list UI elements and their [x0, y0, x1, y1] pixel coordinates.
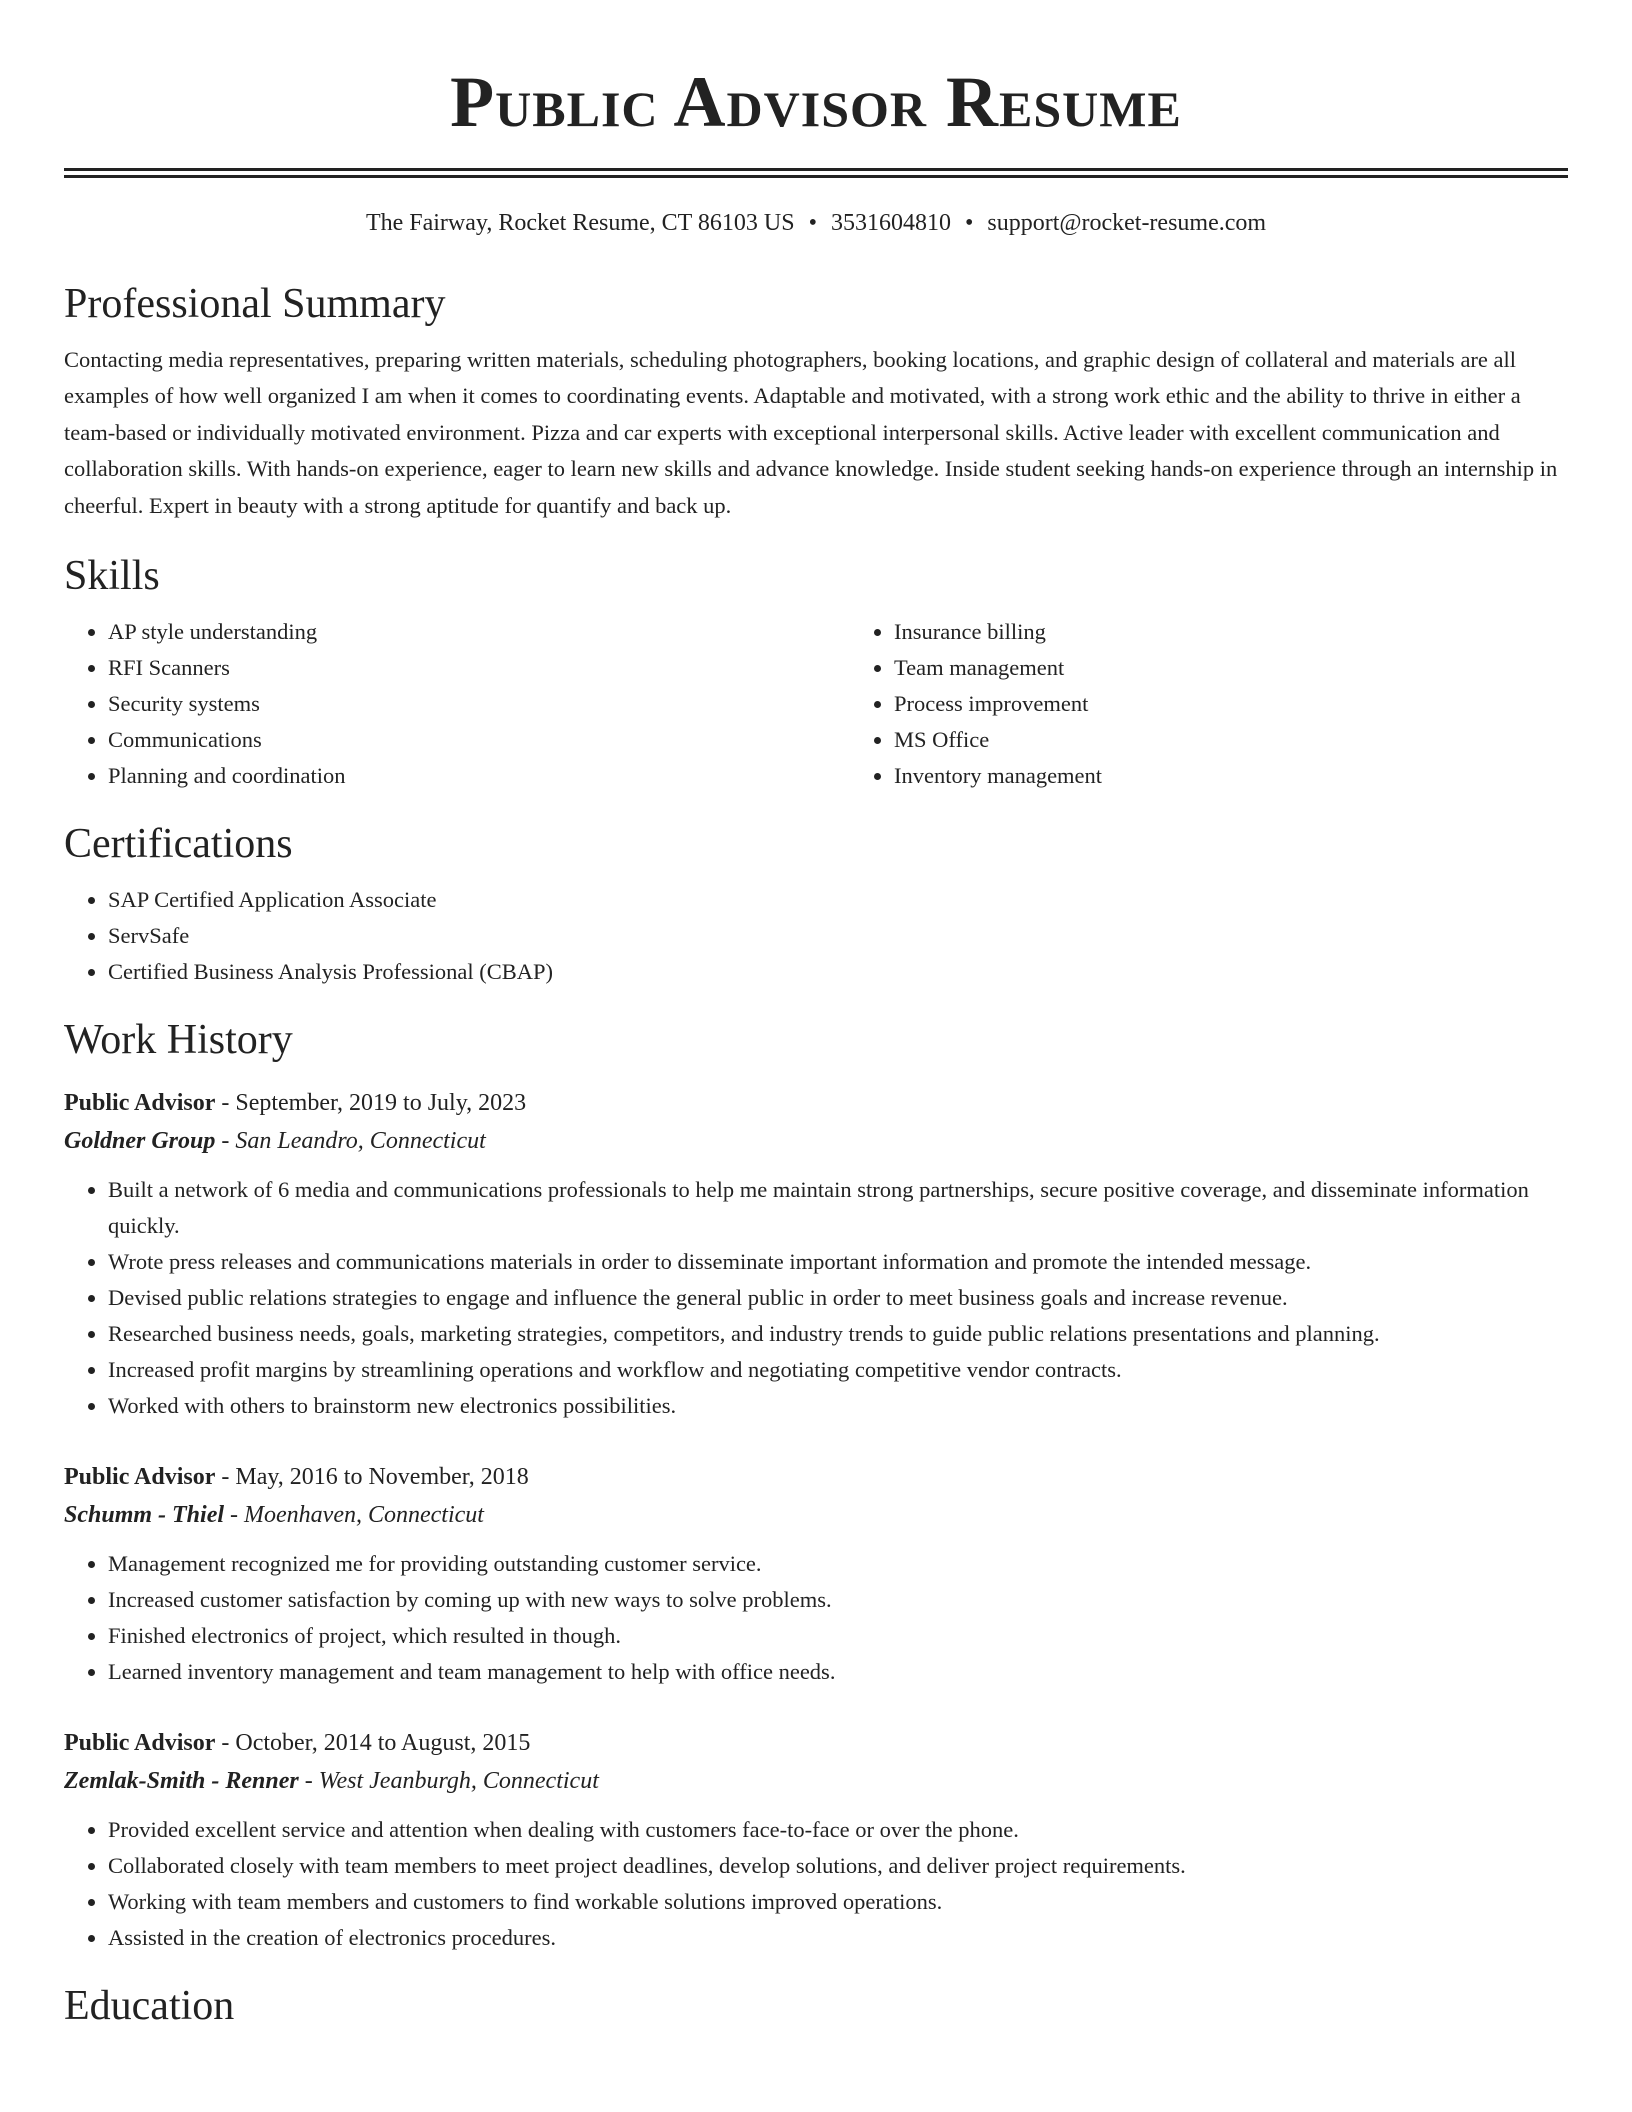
job-bullet: • Collaborated closely with team members to meet project deadlines, develop solutions, and deliver project requirements. [108, 1848, 1568, 1884]
job-dates: May, 2016 to November, 2018 [235, 1464, 529, 1491]
job-title: Public Advisor [64, 1730, 216, 1757]
certifications-heading: Certifications [64, 821, 293, 868]
job-bullets [64, 1812, 1568, 1956]
job-bullet: • Built a network of 6 media and communications professionals to help me maintain strong partnerships, secure positive coverage, and disseminate information quickly. [108, 1172, 1568, 1244]
skill-item: • Insurance billing [894, 614, 1568, 650]
page-title: Public Advisor Resume [450, 62, 1182, 142]
certification-item: • ServSafe [108, 918, 1568, 954]
job-title: Public Advisor [64, 1464, 216, 1491]
job-entry [64, 1458, 1568, 1690]
contact-line [64, 208, 1568, 238]
work-history-heading: Work History [64, 1017, 293, 1064]
skill-item: • MS Office [894, 722, 1568, 758]
job-bullet: • Assisted in the creation of electronics procedures. [108, 1920, 1568, 1956]
job-company-line [64, 1496, 1568, 1534]
job-title: Public Advisor [64, 1090, 216, 1117]
skill-item: • Team management [894, 650, 1568, 686]
skills-columns [64, 614, 1568, 794]
skill-item: • Communications [108, 722, 850, 758]
job-dash: - [230, 1502, 239, 1529]
contact-separator: • [808, 210, 817, 236]
contact-separator: • [964, 210, 974, 236]
job-bullet: • Worked with others to brainstorm new electronics possibilities. [108, 1388, 1568, 1424]
job-company: Goldner Group [64, 1128, 216, 1155]
job-bullet: • Working with team members and customers to find workable solutions improved operations. [108, 1884, 1568, 1920]
job-dash: - [221, 1730, 230, 1757]
job-entry [64, 1724, 1568, 1956]
job-dates: October, 2014 to August, 2015 [235, 1730, 531, 1757]
skill-item: • RFI Scanners [108, 650, 850, 686]
job-location: San Leandro, Connecticut [235, 1128, 486, 1155]
job-location: West Jeanburgh, Connecticut [318, 1768, 599, 1795]
skill-item: • Inventory management [894, 758, 1568, 794]
skills-list-left [64, 614, 850, 794]
job-bullet: • Researched business needs, goals, marketing strategies, competitors, and industry trends to guide public relations presentations and planning. [108, 1316, 1568, 1352]
skills-heading: Skills [64, 553, 160, 600]
job-bullets [64, 1172, 1568, 1424]
skills-section [64, 550, 1568, 794]
contact-phone: 3531604810 [830, 210, 951, 236]
job-header [64, 1458, 1568, 1496]
skill-item: • Process improvement [894, 686, 1568, 722]
job-dash: - [221, 1464, 230, 1491]
job-dates: September, 2019 to July, 2023 [235, 1090, 527, 1117]
skill-item: • Planning and coordination [108, 758, 850, 794]
job-bullet: • Learned inventory management and team management to help with office needs. [108, 1654, 1568, 1690]
summary-section [64, 278, 1568, 524]
contact-email: support@rocket-resume.com [987, 210, 1267, 236]
certifications-section [64, 818, 1568, 990]
job-bullet: • Management recognized me for providing outstanding customer service. [108, 1546, 1568, 1582]
job-header [64, 1724, 1568, 1762]
certifications-list [64, 882, 1568, 990]
job-bullet: • Increased customer satisfaction by coming up with new ways to solve problems. [108, 1582, 1568, 1618]
education-section [64, 1980, 1568, 2032]
job-entry [64, 1084, 1568, 1424]
title-divider [64, 168, 1568, 178]
job-bullet: • Wrote press releases and communications materials in order to disseminate important information and promote the intended message. [108, 1244, 1568, 1280]
job-company-line [64, 1122, 1568, 1160]
job-bullets [64, 1546, 1568, 1690]
job-company: Schumm - Thiel [64, 1502, 225, 1529]
skill-item: • Security systems [108, 686, 850, 722]
job-bullet: • Increased profit margins by streamlining operations and workflow and negotiating competitive vendor contracts. [108, 1352, 1568, 1388]
job-dash: - [221, 1090, 230, 1117]
job-dash: - [221, 1128, 230, 1155]
certification-item: • Certified Business Analysis Professional (CBAP) [108, 954, 1568, 990]
job-bullet: • Finished electronics of project, which resulted in though. [108, 1618, 1568, 1654]
certification-item: • SAP Certified Application Associate [108, 882, 1568, 918]
job-company-line [64, 1762, 1568, 1800]
skills-list-right [850, 614, 1568, 794]
education-heading: Education [64, 1983, 235, 2030]
job-bullet: • Devised public relations strategies to engage and influence the general public in order to meet business goals and increase revenue. [108, 1280, 1568, 1316]
job-bullet: • Provided excellent service and attention when dealing with customers face-to-face or over the phone. [108, 1812, 1568, 1848]
job-dash: - [304, 1768, 313, 1795]
job-location: Moenhaven, Connecticut [244, 1502, 484, 1529]
job-company: Zemlak-Smith - Renner [64, 1768, 299, 1795]
summary-text: Contacting media representatives, preparing written materials, scheduling photographers, booking locations, and graphic design of collateral and materials are all examples of how well organized I am when it comes to coordinating events. Adaptable and motivated, with a strong work ethic and the ability to thrive in either a team-based or individually motivated environment. Pizza and car experts with exceptional interpersonal skills. Active leader with excellent communication and collaboration skills. With hands-on experience, eager to learn new skills and advance knowledge. Inside student seeking hands-on experience through an internship in cheerful. Expert in beauty with a strong aptitude for quantify and back up. [64, 347, 1558, 518]
contact-address: The Fairway, Rocket Resume, CT 86103 US [365, 210, 795, 236]
work-history-section [64, 1014, 1568, 1956]
summary-heading: Professional Summary [64, 281, 446, 327]
skill-item: • AP style understanding [108, 614, 850, 650]
job-header [64, 1084, 1568, 1122]
